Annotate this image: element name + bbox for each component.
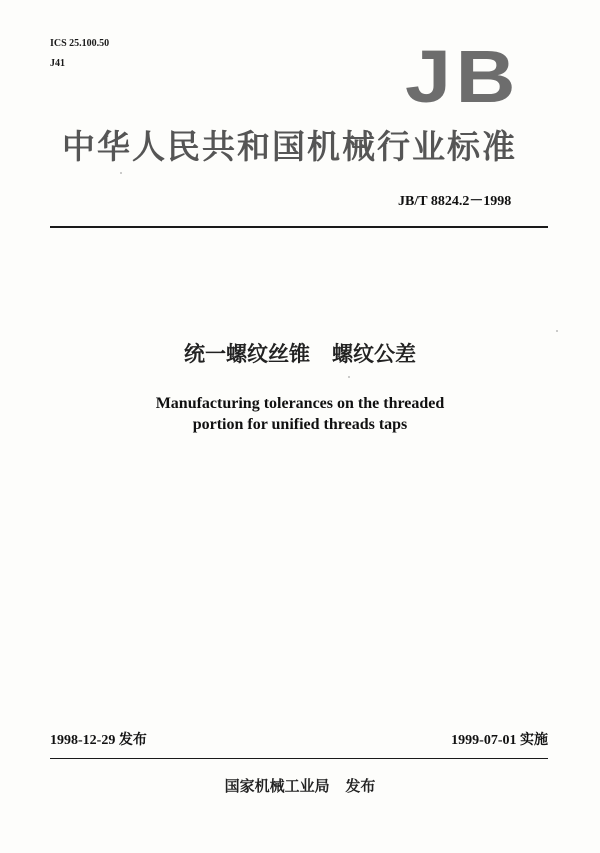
- publisher: 国家机械工业局 发布: [224, 777, 376, 795]
- implement-label: 实施: [520, 732, 548, 748]
- organization-title: 中华人民共和国机械行业标准: [62, 127, 517, 166]
- issue-date: 1998-12-29: [50, 733, 116, 748]
- scan-speck: [120, 172, 122, 174]
- classification-code: J41: [50, 58, 65, 69]
- standard-number: JB/T 8824.2－1998: [398, 194, 512, 209]
- top-divider: [50, 226, 548, 228]
- ics-code: ICS 25.100.50: [50, 38, 110, 49]
- title-chinese: 统一螺纹丝锥 螺纹公差: [184, 342, 416, 366]
- scan-speck: [348, 376, 350, 378]
- title-english-line2: portion for unified threads taps: [192, 416, 408, 433]
- implement-date-block: [451, 729, 548, 749]
- scan-speck: [556, 330, 558, 332]
- jb-logo: JB: [405, 35, 520, 118]
- title-english-line1: Manufacturing tolerances on the threaded: [155, 395, 445, 412]
- implement-date: 1999-07-01: [451, 733, 517, 748]
- title-english: [0, 393, 600, 435]
- issue-label: 发布: [118, 732, 147, 748]
- bottom-divider: [50, 758, 548, 759]
- issue-date-block: [50, 729, 147, 749]
